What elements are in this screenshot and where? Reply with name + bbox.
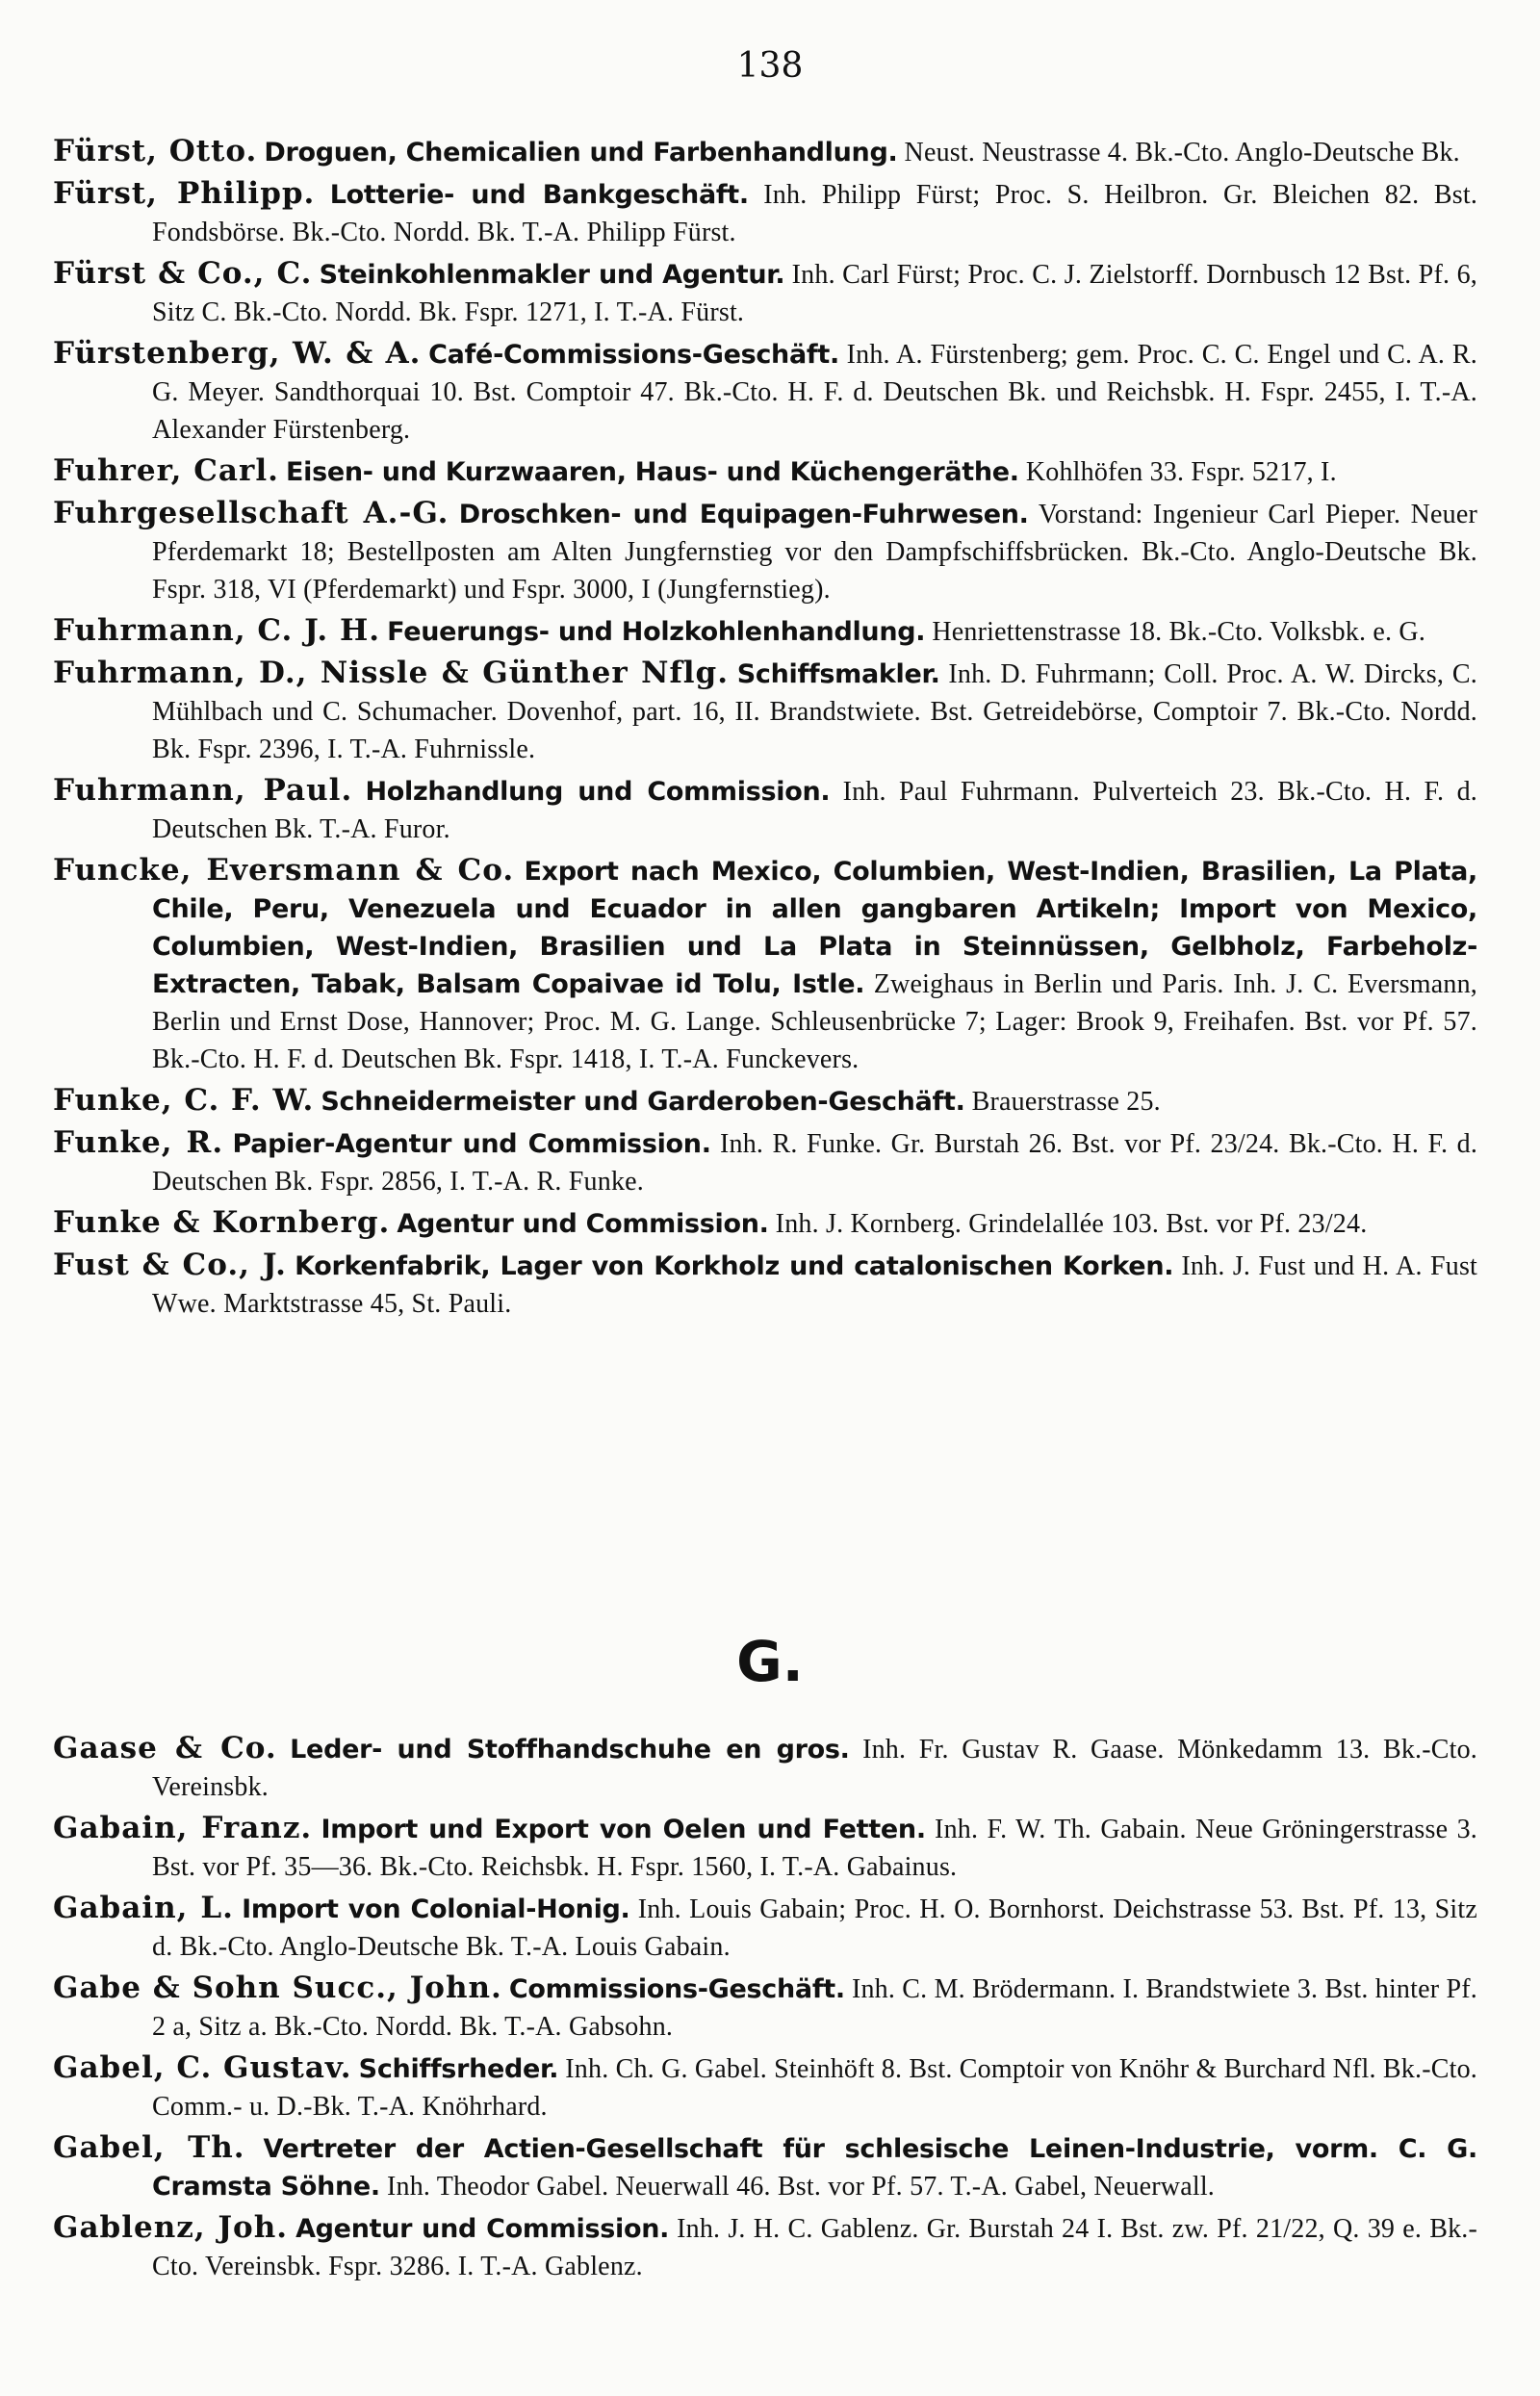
entry-name: Gabel, Th. — [53, 2130, 245, 2165]
entry-name: Funke & Kornberg. — [53, 1205, 391, 1240]
entry-name: Funke, R. — [53, 1125, 224, 1160]
entry-trade: Papier-Agentur und Commission. — [232, 1129, 711, 1159]
entry-details: Inh. J. Fust und H. A. Fust Wwe. Marktstrasse 45, St. Pauli. — [152, 1251, 1478, 1319]
entry-trade: Export nach Mexico, Columbien, West-Indien, Brasilien, La Plata, Chile, Peru, Venezuela und Ecuador in allen gangbaren Artikeln; Import von Mexico, Columbien, West-Indien, Brasilien und La Plata in Steinnüssen, Gelbholz, Farbeholz-Extracten, Tabak, Balsam Copaivae id Tolu, Istle. — [152, 857, 1477, 999]
entry-details: Inh. R. Funke. Gr. Burstah 26. Bst. vor Pf. 23/24. Bk.-Cto. H. F. d. Deutschen Bk. Fspr. 2856, I. T.-A. R. Funke. — [152, 1129, 1478, 1197]
entry-details: Inh. C. M. Brödermann. I. Brandstwiete 3. Bst. hinter Pf. 2 a, Sitz a. Bk.-Cto. Nordd. Bk. T.-A. Gabsohn. — [152, 1974, 1477, 2042]
entry-details: Neust. Neustrasse 4. Bk.-Cto. Anglo-Deutsche Bk. — [904, 138, 1460, 167]
entry-name: Fuhrmann, D., Nissle & Günther Nflg. — [53, 656, 730, 690]
directory-entry — [53, 655, 1477, 768]
entry-trade: Schiffsmakler. — [736, 659, 940, 689]
entry-details: Inh. F. W. Th. Gabain. Neue Gröningerstrasse 3. Bst. vor Pf. 35—36. Bk.-Cto. Reichsbk. H. Fspr. 1560, I. T.-A. Gabainus. — [152, 1815, 1477, 1882]
entry-details: Inh. Fr. Gustav R. Gaase. Mönkedamm 13. Bk.-Cto. Vereinsbk. — [152, 1735, 1477, 1802]
entry-details: Zweighaus in Berlin und Paris. Inh. J. C. Eversmann, Berlin und Ernst Dose, Hannover; Proc. M. G. Lange. Schleusenbrücke 7; Lager: Brook 9, Freihafen. Bst. vor Pf. 57. Bk.-Cto. H. F. d. Deutschen Bk. Fspr. 1418, I. T.-A. Funckevers. — [152, 969, 1477, 1074]
directory-entry — [53, 2209, 1477, 2285]
entry-trade: Import und Export von Oelen und Fetten. — [321, 1815, 926, 1844]
directory-entry — [53, 1082, 1477, 1121]
entry-trade: Feuerungs- und Holzkohlenhandlung. — [387, 617, 926, 647]
directory-entry — [53, 1970, 1477, 2046]
entry-trade: Import von Colonial-Honig. — [242, 1894, 630, 1924]
entry-details: Inh. Carl Fürst; Proc. C. J. Zielstorff. Dornbusch 12 Bst. Pf. 6, Sitz C. Bk.-Cto. Nordd. Bk. Fspr. 1271, I. T.-A. Fürst. — [152, 260, 1477, 327]
directory-entry — [53, 1124, 1477, 1200]
directory-entry — [53, 2049, 1477, 2125]
entry-trade: Steinkohlenmakler und Agentur. — [319, 260, 785, 290]
entry-name: Fürstenberg, W. & A. — [53, 336, 422, 371]
entry-name: Fuhrmann, C. J. H. — [53, 613, 381, 648]
directory-entry — [53, 1810, 1477, 1886]
entry-details: Henriettenstrasse 18. Bk.-Cto. Volksbk. e. G. — [932, 617, 1426, 647]
entry-name: Fürst & Co., C. — [53, 256, 313, 291]
entry-name: Fürst, Otto. — [53, 134, 258, 168]
directory-entry — [53, 175, 1477, 251]
directory-entry — [53, 772, 1477, 848]
entry-name: Gabel, C. Gustav. — [53, 2050, 352, 2085]
entry-trade: Leder- und Stoffhandschuhe en gros. — [290, 1735, 850, 1765]
entry-trade: Agentur und Commission. — [295, 2214, 670, 2244]
directory-entry — [53, 1204, 1477, 1243]
entry-trade: Korkenfabrik, Lager von Korkholz und catalonischen Korken. — [295, 1251, 1174, 1281]
entry-name: Fuhrgesellschaft A.-G. — [53, 496, 449, 530]
directory-entry — [53, 1730, 1477, 1806]
entry-name: Funcke, Eversmann & Co. — [53, 853, 515, 888]
entry-details: Inh. J. Kornberg. Grindelallée 103. Bst. vor Pf. 23/24. — [775, 1209, 1368, 1239]
entry-details: Vorstand: Ingenieur Carl Pieper. Neuer Pferdemarkt 18; Bestellposten am Alten Jungfernstieg vor den Dampfschiffsbrücken. Bk.-Cto. Anglo-Deutsche Bk. Fspr. 318, VI (Pferdemarkt) und Fspr. 3000, I (Jungfernstieg). — [152, 500, 1478, 605]
directory-entry — [53, 612, 1477, 651]
entry-name: Fürst, Philipp. — [53, 176, 316, 211]
directory-entry — [53, 452, 1477, 491]
directory-entry — [53, 133, 1477, 171]
entry-trade: Agentur und Commission. — [397, 1209, 769, 1239]
entry-name: Gablenz, Joh. — [53, 2210, 289, 2245]
entry-details: Inh. Theodor Gabel. Neuerwall 46. Bst. vor Pf. 57. T.-A. Gabel, Neuerwall. — [386, 2172, 1216, 2202]
entry-name: Fuhrmann, Paul. — [53, 773, 353, 808]
entries-section-f — [53, 133, 1477, 1327]
entry-details: Inh. Ch. G. Gabel. Steinhöft 8. Bst. Comptoir von Knöhr & Burchard Nfl. Bk.-Cto. Comm.- u. D.-Bk. T.-A. Knöhrhard. — [152, 2054, 1477, 2122]
entry-trade: Holzhandlung und Commission. — [365, 777, 831, 807]
entry-name: Gabain, L. — [53, 1891, 234, 1925]
directory-entry — [53, 1247, 1477, 1323]
entry-name: Funke, C. F. W. — [53, 1083, 315, 1118]
section-letter-heading: G. — [736, 1629, 804, 1694]
page-number: 138 — [736, 46, 804, 86]
entry-name: Gabe & Sohn Succ., John. — [53, 1971, 502, 2005]
directory-entry — [53, 335, 1477, 449]
entry-name: Fuhrer, Carl. — [53, 453, 279, 488]
entry-details: Inh. J. H. C. Gablenz. Gr. Burstah 24 I. Bst. zw. Pf. 21/22, Q. 39 e. Bk.-Cto. Vereinsbk. Fspr. 3286. I. T.-A. Gablenz. — [152, 2214, 1477, 2281]
entry-name: Gabain, Franz. — [53, 1811, 313, 1845]
entry-trade: Commissions-Geschäft. — [508, 1974, 845, 2004]
entry-details: Inh. D. Fuhrmann; Coll. Proc. A. W. Dircks, C. Mühlbach und C. Schumacher. Dovenhof, part. 16, II. Brandstwiete. Bst. Getreidebörse, Comptoir 7. Bk.-Cto. Nordd. Bk. Fspr. 2396, I. T.-A. Fuhrnissle. — [152, 659, 1477, 764]
entries-section-g — [53, 1730, 1477, 2289]
entry-details: Kohlhöfen 33. Fspr. 5217, I. — [1025, 457, 1337, 487]
entry-details: Inh. Philipp Fürst; Proc. S. Heilbron. Gr. Bleichen 82. Bst. Fondsbörse. Bk.-Cto. Nordd. Bk. T.-A. Philipp Fürst. — [152, 180, 1478, 247]
directory-entry — [53, 255, 1477, 331]
directory-entry — [53, 495, 1477, 608]
directory-entry — [53, 852, 1477, 1078]
entry-trade: Café-Commissions-Geschäft. — [428, 340, 839, 370]
entry-name: Fust & Co., J. — [53, 1248, 287, 1282]
directory-entry — [53, 1890, 1477, 1966]
entry-trade: Schiffsrheder. — [358, 2054, 559, 2084]
entry-name: Gaase & Co. — [53, 1731, 277, 1765]
entry-trade: Schneidermeister und Garderoben-Geschäft. — [321, 1087, 965, 1117]
entry-trade: Eisen- und Kurzwaaren, Haus- und Küchengeräthe. — [286, 457, 1019, 487]
entry-details: Brauerstrasse 25. — [971, 1087, 1161, 1117]
entry-details: Inh. A. Fürstenberg; gem. Proc. C. C. Engel und C. A. R. G. Meyer. Sandthorquai 10. Bst. Comptoir 47. Bk.-Cto. H. F. d. Deutschen Bk. und Reichsbk. H. Fspr. 2455, I. T.-A. Alexander Fürstenberg. — [152, 340, 1478, 445]
entry-trade: Lotterie- und Bankgeschäft. — [329, 180, 749, 210]
entry-details: Inh. Louis Gabain; Proc. H. O. Bornhorst. Deichstrasse 53. Bst. Pf. 13, Sitz d. Bk.-Cto. Anglo-Deutsche Bk. T.-A. Louis Gabain. — [152, 1894, 1478, 1962]
entry-trade: Droschken- und Equipagen-Fuhrwesen. — [458, 500, 1029, 529]
entry-trade: Vertreter der Actien-Gesellschaft für schlesische Leinen-Industrie, vorm. C. G. Cramsta Söhne. — [152, 2134, 1477, 2202]
entry-trade: Droguen, Chemicalien und Farbenhandlung. — [264, 138, 898, 167]
directory-entry — [53, 2129, 1477, 2205]
entry-details: Inh. Paul Fuhrmann. Pulverteich 23. Bk.-Cto. H. F. d. Deutschen Bk. T.-A. Furor. — [152, 777, 1477, 844]
